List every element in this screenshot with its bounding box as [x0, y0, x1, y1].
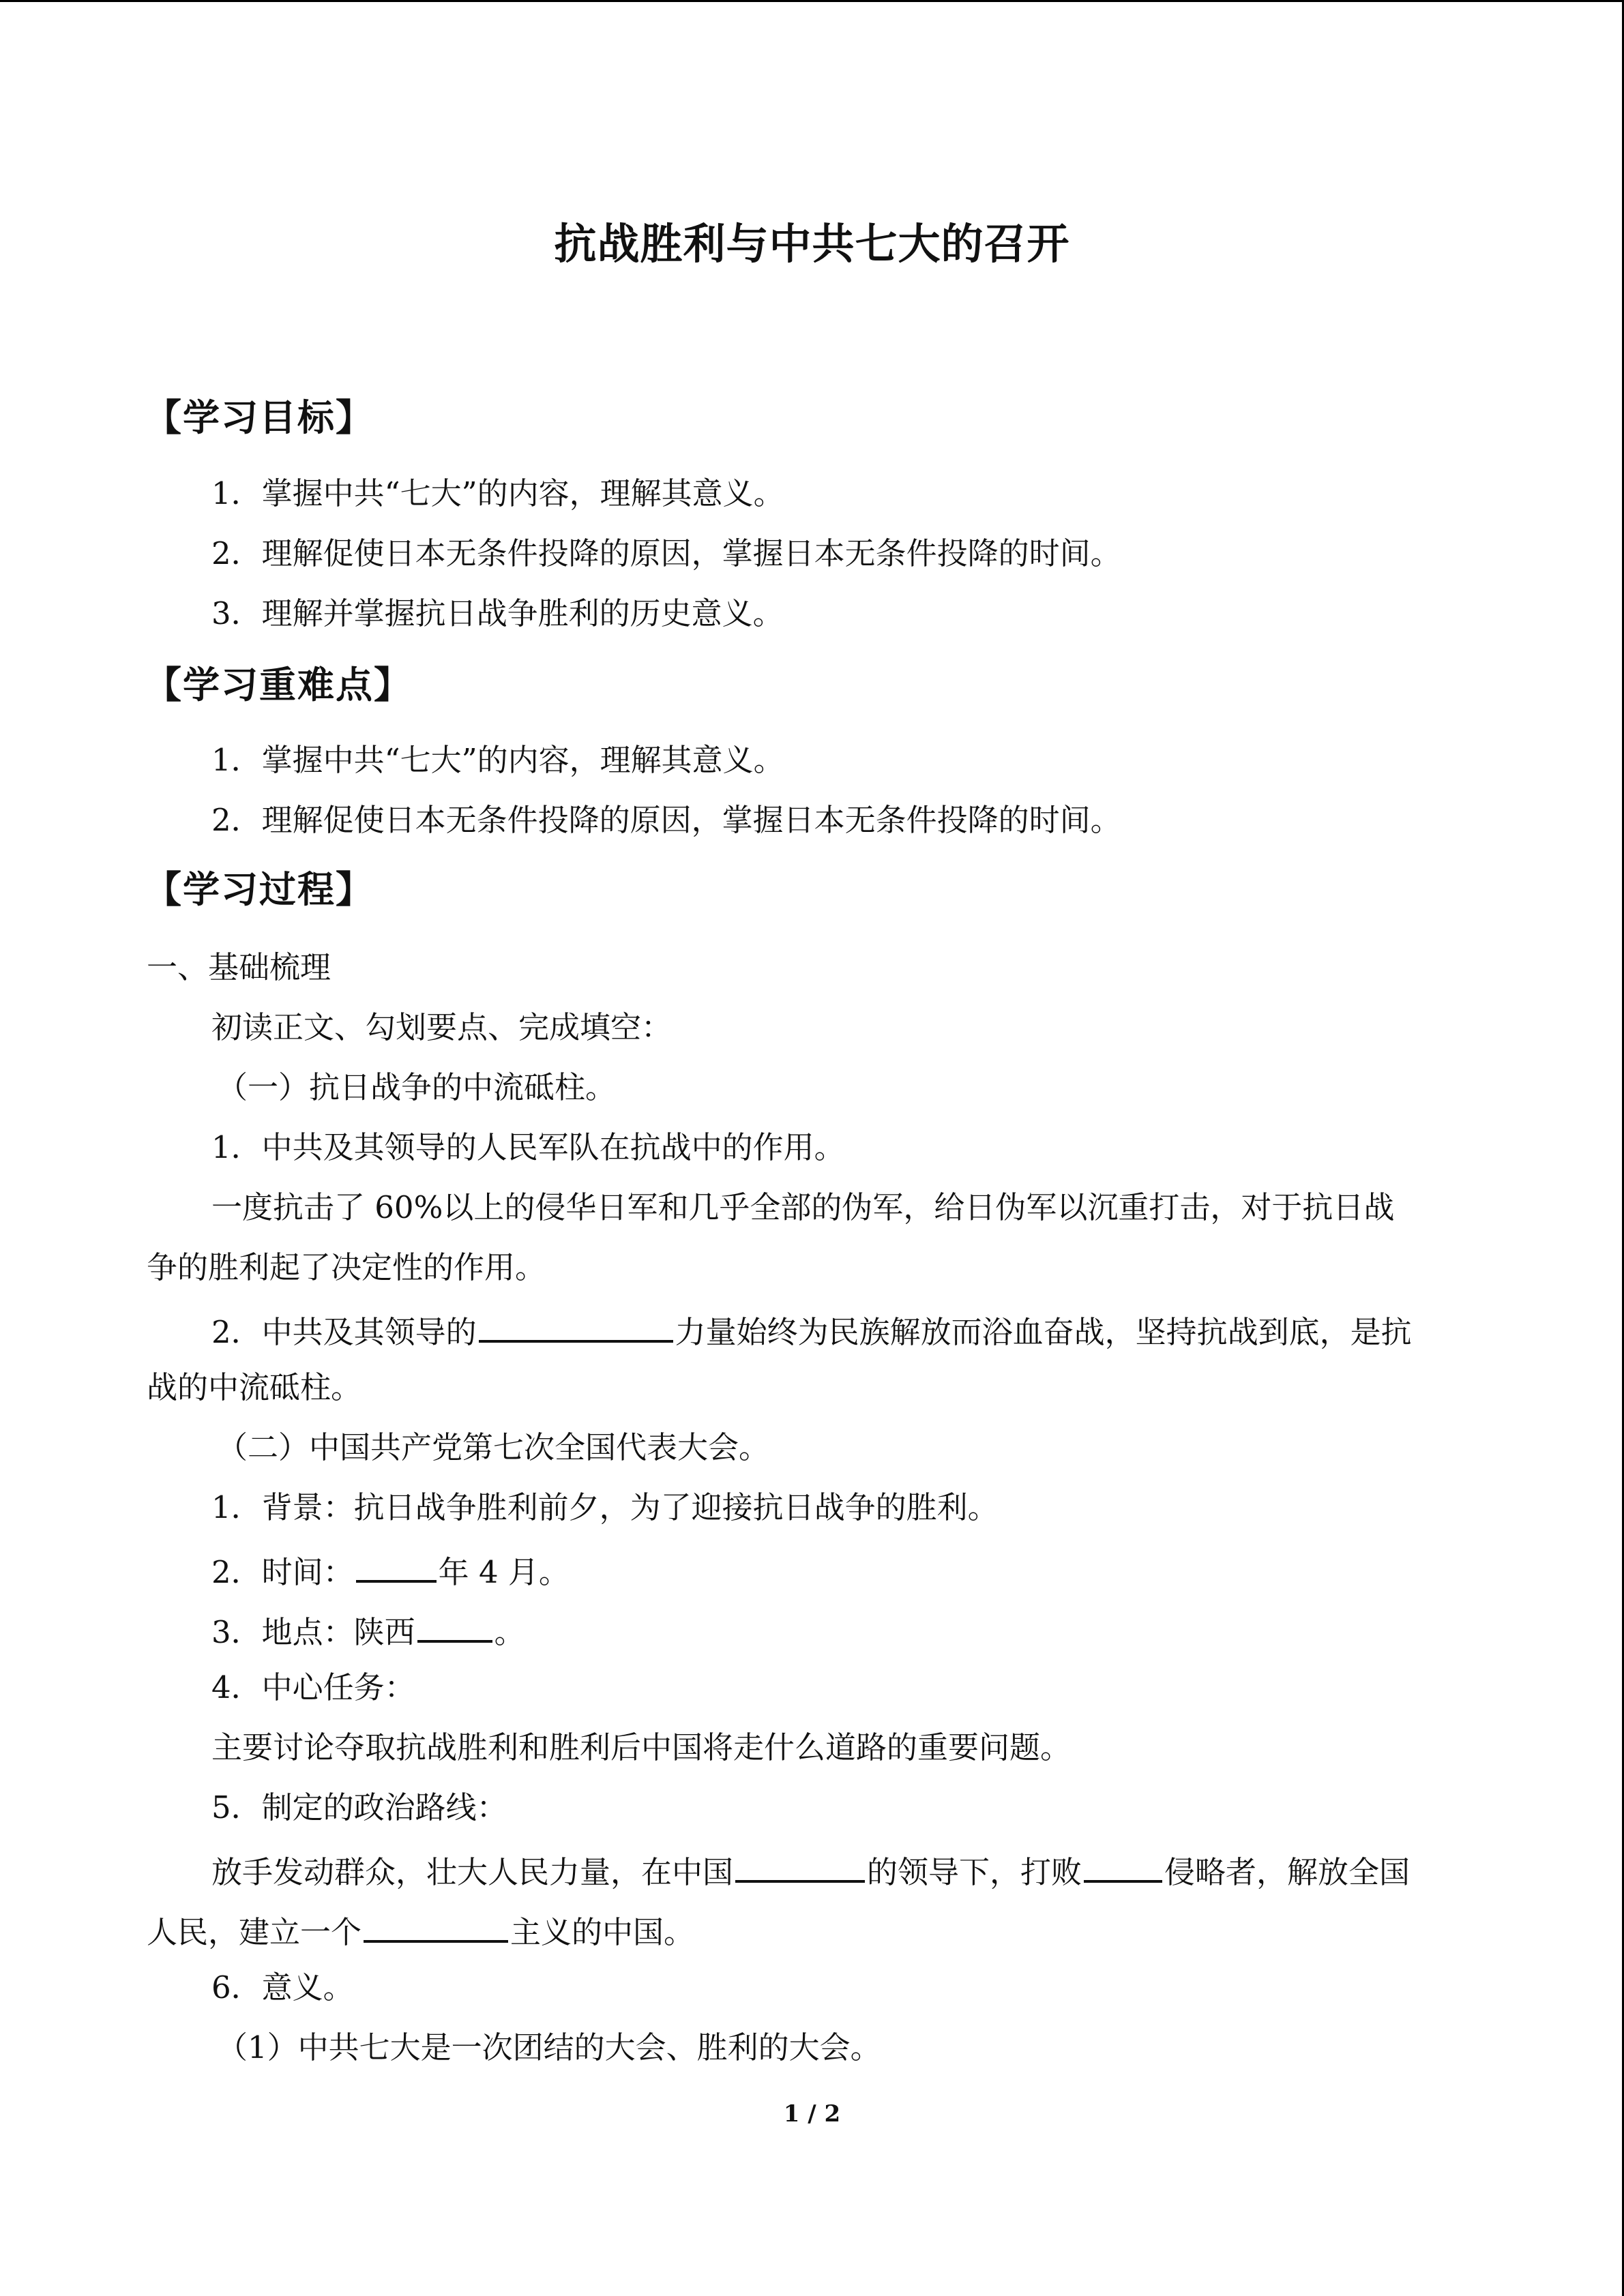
subsection-1-paragraph-line-1: 一度抗击了 60%以上的侵华日军和几乎全部的伪军，给日伪军以沉重打击，对于抗日战 [211, 1189, 1395, 1225]
subsection-1-item-2-cont: 战的中流砥柱。 [147, 1369, 362, 1405]
time-label: 2．时间： [211, 1554, 354, 1590]
political-line-label: 5．制定的政治路线： [211, 1789, 507, 1825]
subsection-1-title: （一）抗日战争的中流砥柱。 [217, 1069, 617, 1105]
place-item [211, 1607, 525, 1653]
significance-label: 6．意义。 [211, 1969, 354, 2006]
line-part-a2: 的领导下，打败 [867, 1854, 1082, 1890]
objective-item-3: 3．理解并掌握抗日战争胜利的历史意义。 [211, 595, 784, 631]
objective-item-2: 2．理解促使日本无条件投降的原因，掌握日本无条件投降的时间。 [211, 535, 1121, 571]
objective-item-1: 1．掌握中共“七大”的内容，理解其意义。 [211, 475, 784, 511]
heading-key-points: 【学习重难点】 [145, 664, 412, 706]
background-item: 1．背景：抗日战争胜利前夕，为了迎接抗日战争的胜利。 [211, 1489, 999, 1525]
line-part-b1: 人民，建立一个 [147, 1914, 362, 1950]
part-basic-review: 一、基础梳理 [147, 949, 331, 985]
heading-process: 【学习过程】 [145, 868, 374, 911]
blank-invader-field[interactable] [1084, 1847, 1162, 1883]
time-item [211, 1547, 570, 1593]
blank-place-field[interactable] [417, 1607, 492, 1643]
time-suffix: 年 4 月。 [438, 1554, 570, 1590]
subsection-1-item-1: 1．中共及其领导的人民军队在抗战中的作用。 [211, 1129, 845, 1165]
place-label: 3．地点：陕西 [211, 1614, 415, 1650]
line-part-a3: 侵略者，解放全国 [1164, 1854, 1411, 1890]
key-point-item-1: 1．掌握中共“七大”的内容，理解其意义。 [211, 742, 784, 778]
significance-item-1: （1）中共七大是一次团结的大会、胜利的大会。 [217, 2029, 881, 2066]
subsection-2-title: （二）中国共产党第七次全国代表大会。 [217, 1429, 770, 1465]
blank-leader-field[interactable] [735, 1847, 865, 1883]
line-part-a1: 放手发动群众，壮大人民力量，在中国 [211, 1854, 734, 1890]
blank-force-field[interactable] [479, 1307, 673, 1343]
line-part-b2: 主义的中国。 [510, 1914, 695, 1950]
document-title: 抗战胜利与中共七大的召开 [554, 219, 1070, 269]
instruction-text: 初读正文、勾划要点、完成填空： [211, 1009, 673, 1045]
page-number: 1 / 2 [783, 2100, 841, 2128]
blank-year-field[interactable] [356, 1547, 437, 1583]
key-point-item-2: 2．理解促使日本无条件投降的原因，掌握日本无条件投降的时间。 [211, 802, 1121, 838]
place-suffix: 。 [494, 1614, 525, 1650]
blank-ism-field[interactable] [364, 1907, 508, 1943]
subsection-1-paragraph-line-2: 争的胜利起了决定性的作用。 [147, 1249, 546, 1285]
item-2-prefix: 2．中共及其领导的 [211, 1314, 477, 1350]
subsection-1-item-2 [211, 1307, 1412, 1353]
heading-objectives: 【学习目标】 [145, 396, 374, 439]
political-line-text-1 [211, 1847, 1410, 1893]
task-label: 4．中心任务： [211, 1669, 415, 1705]
political-line-text-2 [147, 1907, 694, 1953]
task-text: 主要讨论夺取抗战胜利和胜利后中国将走什么道路的重要问题。 [211, 1729, 1072, 1765]
item-2-suffix: 力量始终为民族解放而浴血奋战，坚持抗战到底，是抗 [675, 1314, 1412, 1350]
